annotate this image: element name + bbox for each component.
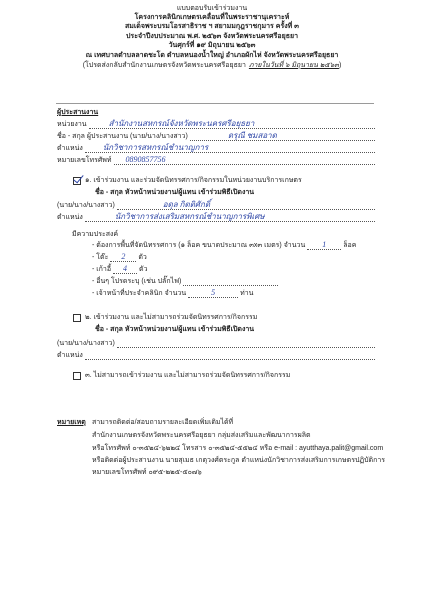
request-tables-unit: ตัว <box>138 254 147 261</box>
option1-name-value: อดุล กิตติศักดิ์ <box>162 200 211 209</box>
option1-head-label: ชื่อ - สกุล หัวหน้าหน่วยงาน/ผู้แทน เข้าร่วมพิธีเปิดงาน <box>95 189 255 196</box>
form-title: แบบตอบรับเข้าร่วมงาน <box>176 5 248 12</box>
request-chairs-value: 4 <box>123 264 128 273</box>
coordinator-phone-field[interactable] <box>114 157 375 165</box>
header-divider <box>56 103 374 104</box>
coordinator-name-value: ดรุณี ชมสอาด <box>227 131 277 140</box>
request-space-label: - ต้องการพื้นที่จัดนิทรรศการ (๑ ล็อค ขนาดประมาณ ๓x๓ เมตร) จำนวน <box>92 242 306 249</box>
note-line-2: สำนักงานเกษตรจังหวัดพระนครศรีอยุธยา กลุ่มส่งเสริมและพัฒนาการผลิต <box>92 432 311 439</box>
note-heading: หมายเหตุ <box>57 419 86 426</box>
request-other-label: - อื่นๆ โปรดระบุ (เช่น ปลั๊กไฟ) <box>92 278 182 285</box>
fiscal-year: ประจำปีงบประมาณ พ.ศ. ๒๕๖๓ จังหวัดพระนครศรีอยุธยา <box>125 33 298 40</box>
option1-position-label: ตำแหน่ง <box>57 214 83 221</box>
coordinator-position-value: นักวิชาการสหกรณ์ชำนาญการ <box>102 143 209 152</box>
return-note-close: ) <box>338 62 342 69</box>
coordinator-heading: ผู้ประสานงาน <box>57 109 99 116</box>
coordinator-name-label: ชื่อ - สกุล ผู้ประสานงาน (นาย/นาง/นางสาว) <box>57 133 188 140</box>
coordinator-position-row <box>57 144 375 153</box>
coordinator-agency-label: หน่วยงาน <box>57 121 87 128</box>
coordinator-agency-field[interactable] <box>89 121 375 129</box>
option1-position-value: นักวิชาการส่งเสริมสหกรณ์ชำนาญการพิเศษ <box>114 212 265 221</box>
option3-label: ๓. ไม่สามารถเข้าร่วมงาน และไม่สามารถร่วมจัดนิทรรศการ/กิจกรรม <box>85 372 291 379</box>
option1-label: ๑. เข้าร่วมงาน และร่วมจัดนิทรรศการ/กิจกรรมในหน่วยงานบริการเกษตร <box>85 177 302 184</box>
event-venue: ณ เทศบาลตำบลลาดชะโด ตำบลหนองน้ำใหญ่ อำเภอผักไห่ จังหวัดพระนครศรีอยุธยา <box>85 52 339 59</box>
request-staff-unit: ท่าน <box>240 290 254 297</box>
request-row-chairs <box>92 265 148 274</box>
coordinator-phone-value: 0890857756 <box>125 155 166 164</box>
request-space-field[interactable] <box>307 242 341 250</box>
request-space-unit: ล็อค <box>343 242 357 249</box>
option2-name-row <box>57 339 375 348</box>
option1-checkbox[interactable] <box>73 177 81 185</box>
coordinator-agency-row <box>57 120 375 129</box>
option2-head-label: ชื่อ - สกุล หัวหน้าหน่วยงาน/ผู้แทน เข้าร่วมพิธีเปิดงาน <box>95 326 255 333</box>
return-deadline: ภายในวันที่ ๖ มิถุนายน ๒๕๖๓ <box>248 62 339 69</box>
return-note-text: (โปรดส่งกลับสำนักงานเกษตรจังหวัดพระนครศรีอยุธยา <box>82 62 246 69</box>
event-date: วันศุกร์ที่ ๑๙ มิถุนายน ๒๕๖๓ <box>168 42 256 49</box>
note-line-5: หมายเลขโทรศัพท์ ๐๙๕-๒๒๕-๕๐๗๖ <box>92 469 202 476</box>
coordinator-position-field[interactable] <box>85 145 375 153</box>
request-chairs-label: - เก้าอี้ <box>92 266 112 273</box>
option1-position-row <box>57 213 375 222</box>
option1-position-field[interactable] <box>85 214 375 222</box>
option2-name-field[interactable] <box>117 340 375 348</box>
coordinator-name-row <box>57 132 375 141</box>
request-other-field[interactable] <box>183 278 278 286</box>
request-row-tables <box>92 253 147 262</box>
request-chairs-field[interactable] <box>113 266 137 274</box>
request-tables-field[interactable] <box>110 254 136 262</box>
option1-wishes-label: มีความประสงค์ <box>72 231 119 238</box>
option3-checkbox[interactable] <box>73 372 81 380</box>
option2-position-label: ตำแหน่ง <box>57 352 83 359</box>
request-space-value: 1 <box>322 240 327 249</box>
request-staff-field[interactable] <box>188 290 238 298</box>
option1-name-field[interactable] <box>117 202 375 210</box>
return-note <box>0 61 424 70</box>
project-patron: สมเด็จพระบรมโอรสาธิราช ฯ สยามมกุฎราชกุมาร ครั้งที่ ๓ <box>125 23 299 30</box>
project-name: โครงการคลินิกเกษตรเคลื่อนที่ในพระราชานุเคราะห์ <box>134 14 290 21</box>
option1-title-label: (นาย/นาง/นางสาว) <box>57 202 115 209</box>
request-tables-value: 2 <box>121 252 126 261</box>
option2-title-label: (นาย/นาง/นางสาว) <box>57 340 115 347</box>
coordinator-agency-value: สำนักงานสหกรณ์จังหวัดพระนครศรีอยุธยา <box>108 119 255 128</box>
request-tables-label: - โต๊ะ <box>92 254 109 261</box>
coordinator-position-label: ตำแหน่ง <box>57 145 83 152</box>
request-chairs-unit: ตัว <box>139 266 148 273</box>
note-line-3: หรือโทรศัพท์ ๐-๓๕๒๔-๖๒๒๔ โทรสาร ๐-๓๕๒๔-๕๕๒๔ หรือ e-mail : ayutthaya.palit@gmail.com <box>92 445 384 452</box>
request-row-other <box>92 277 280 286</box>
request-staff-value: 5 <box>211 288 216 297</box>
request-row-space <box>92 241 356 250</box>
option2-label: ๒. เข้าร่วมงาน และไม่สามารถร่วมจัดนิทรรศการ/กิจกรรม <box>85 314 258 321</box>
note-line-1: สามารถติดต่อ/สอบถามรายละเอียดเพิ่มเติมได้ที่ <box>92 419 234 426</box>
coordinator-name-field[interactable] <box>190 133 375 141</box>
request-staff-label: - เจ้าหน้าที่ประจำคลินิก จำนวน <box>92 290 187 297</box>
option1-name-row <box>57 201 375 210</box>
request-row-staff <box>92 289 253 298</box>
coordinator-phone-row <box>57 156 375 165</box>
option2-checkbox[interactable] <box>73 314 81 322</box>
coordinator-phone-label: หมายเลขโทรศัพท์ <box>57 157 112 164</box>
note-line-4: หรือติดต่อผู้ประสานงาน นายสุเมธ เกตุวงศ์ตระกูล ตำแหน่งนักวิชาการส่งเสริมการเกษตรปฏิบัติการ <box>92 457 386 464</box>
option2-position-field[interactable] <box>85 352 375 360</box>
option2-position-row <box>57 351 375 360</box>
